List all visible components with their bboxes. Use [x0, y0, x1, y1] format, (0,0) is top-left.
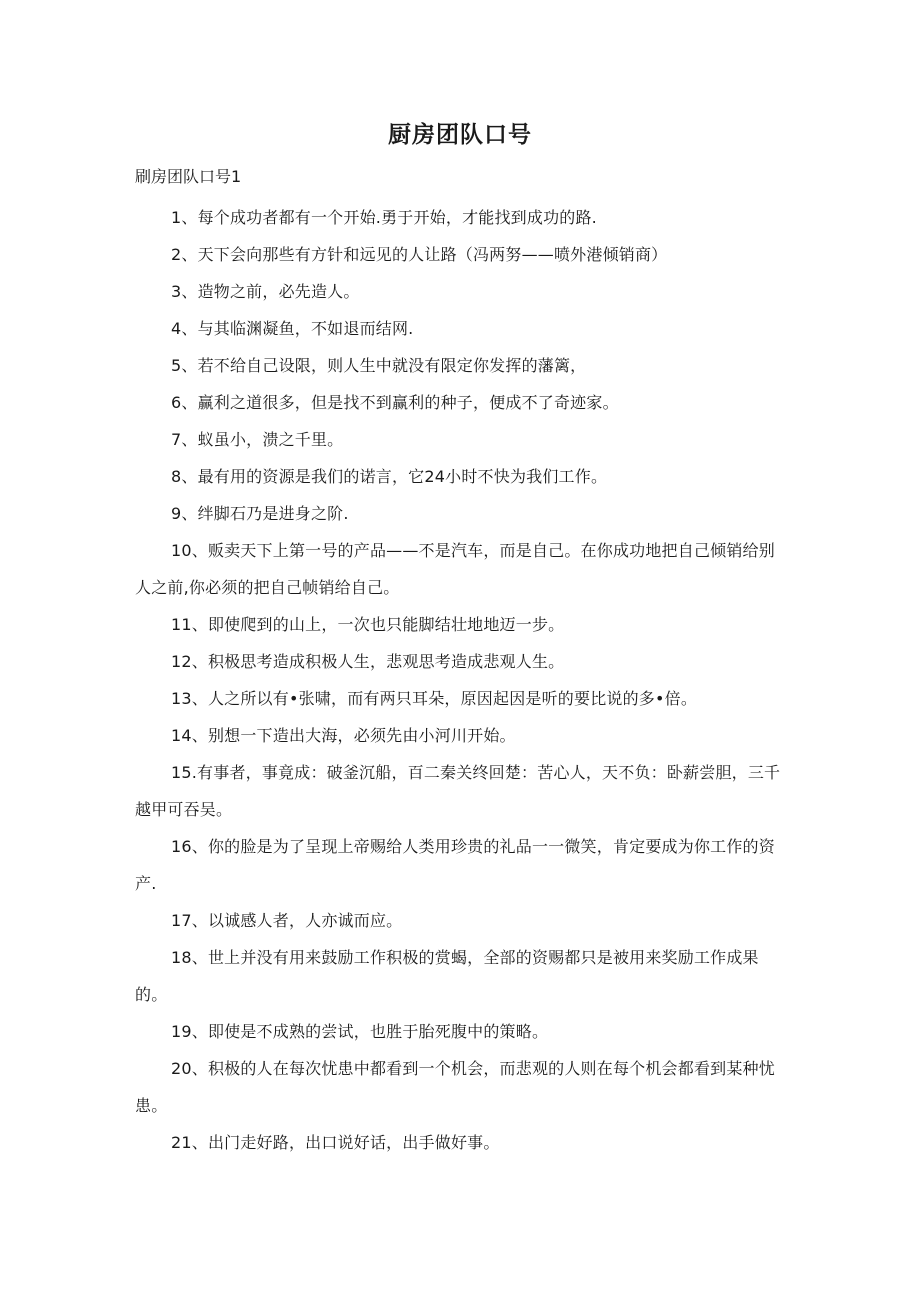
page-title: 厨房团队口号 — [388, 122, 532, 148]
list-item: 21、出门走好路，出口说好话，出手做好事。 — [171, 1133, 500, 1152]
list-item: 11、即使爬到的山上，一次也只能脚结壮地地迈一步。 — [171, 615, 565, 634]
list-item: 8、最有用的资源是我们的诺言，它24小时不快为我们工作。 — [171, 467, 608, 486]
list-item: 7、蚁虽小，溃之千里。 — [171, 430, 344, 449]
list-item: 6、赢利之道很多，但是找不到赢利的种子，便成不了奇迹家。 — [171, 393, 619, 412]
section-heading: 刷房团队口号1 — [135, 167, 242, 186]
list-item: 15.有事者，事竟成：破釜沉船，百二秦关终回楚：苦心人，天不负：卧薪尝胆，三千越甲可吞吴。 — [135, 763, 781, 819]
list-item: 1、每个成功者都有一个开始.勇于开始，才能找到成功的路. — [171, 208, 597, 227]
list-item: 17、以诚感人者，人亦诚而应。 — [171, 911, 403, 930]
list-item: 20、积极的人在每次忧患中都看到一个机会，而悲观的人则在每个机会都看到某种忧患。 — [135, 1059, 775, 1115]
list-item: 12、积极思考造成积极人生，悲观思考造成悲观人生。 — [171, 652, 565, 671]
list-item: 19、即使是不成熟的尝试，也胜于胎死腹中的策略。 — [171, 1022, 549, 1041]
list-item: 13、人之所以有•张啸，而有两只耳朵，原因起因是听的要比说的多•倍。 — [171, 689, 698, 708]
list-item: 2、天下会向那些有方针和远见的人让路（冯两努——喷外港倾销商） — [171, 245, 668, 264]
list-item: 9、绊脚石乃是进身之阶. — [171, 504, 349, 523]
list-item: 3、造物之前，必先造人。 — [171, 282, 360, 301]
list-item: 16、你的脸是为了呈现上帝赐给人类用珍贵的礼品一一微笑，肯定要成为你工作的资产. — [135, 837, 775, 893]
slogan-list — [135, 199, 785, 1161]
list-item: 4、与其临渊凝鱼，不如退而结网. — [171, 319, 414, 338]
list-item: 18、世上并没有用来鼓励工作积极的赏蝎，全部的资赐都只是被用来奖励工作成果的。 — [135, 948, 759, 1004]
list-item: 14、别想一下造出大海，必须先由小河川开始。 — [171, 726, 516, 745]
list-item: 10、贩卖天下上第一号的产品——不是汽车，而是自己。在你成功地把自己倾销给别人之前,你必须的把自己帧销给自己。 — [135, 541, 775, 597]
list-item: 5、若不给自己设限，则人生中就没有限定你发挥的藩篱， — [171, 356, 587, 375]
